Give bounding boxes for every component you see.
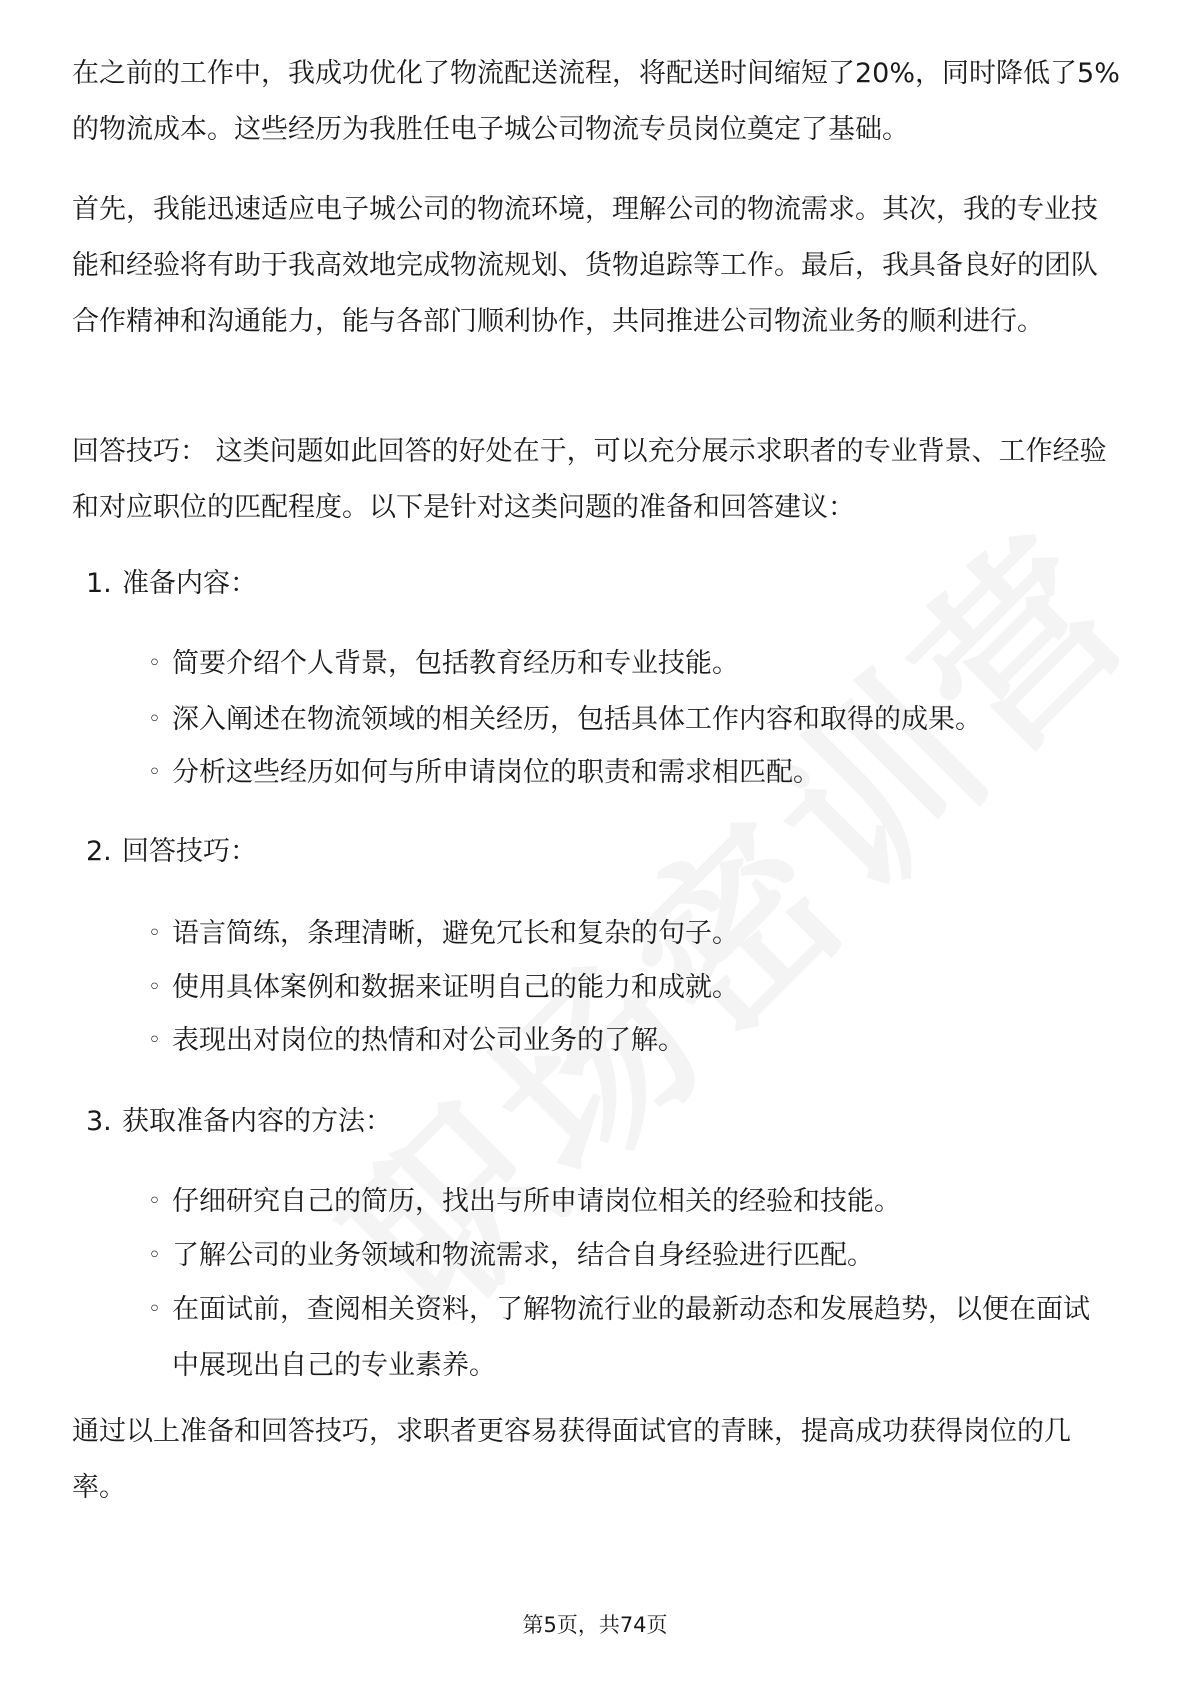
list-item-text: 表现出对岗位的热情和对公司业务的了解。	[172, 1025, 685, 1056]
section-title: 回答技巧：	[122, 836, 257, 867]
list-item-text: 简要介绍个人背景，包括教育经历和专业技能。	[172, 648, 739, 679]
list-item-text: 使用具体案例和数据来证明自己的能力和成就。	[172, 972, 739, 1003]
section-title: 准备内容：	[122, 568, 257, 599]
bullet-icon: ◦	[148, 1028, 161, 1053]
strengths-paragraph: 首先，我能迅速适应电子城公司的物流环境，理解公司的物流需求。其次，我的专业技能和经验将有助于我高效地完成物流规划、货物追踪等工作。最后，我具备良好的团队合作精神和沟通能力，能与各部门顺利协作，共同推进公司物流业务的顺利进行。	[72, 194, 1098, 337]
section-number: 2.	[86, 836, 112, 867]
section-heading-2	[86, 832, 257, 872]
bullet-icon: ◦	[148, 651, 161, 676]
bullet-icon: ◦	[148, 1297, 161, 1322]
list-item-text: 仔细研究自己的简历，找出与所申请岗位相关的经验和技能。	[172, 1186, 901, 1217]
list-item	[148, 745, 1108, 801]
list-item	[148, 1013, 1108, 1069]
list-item-text: 语言简练，条理清晰，避免冗长和复杂的句子。	[172, 918, 739, 949]
list-item	[148, 1282, 1108, 1394]
section-title: 获取准备内容的方法：	[122, 1106, 392, 1137]
bullet-icon: ◦	[148, 1189, 161, 1214]
list-item-text: 分析这些经历如何与所申请岗位的职责和需求相匹配。	[172, 757, 820, 788]
list-item	[148, 960, 1108, 1016]
list-item-text: 了解公司的业务领域和物流需求，结合自身经验进行匹配。	[172, 1240, 874, 1271]
page-number: 第5页，共74页	[522, 1613, 668, 1637]
bullet-icon: ◦	[148, 921, 161, 946]
section-heading-3	[86, 1102, 392, 1142]
intro-paragraph: 在之前的工作中，我成功优化了物流配送流程，将配送时间缩短了20%，同时降低了5%的物流成本。这些经历为我胜任电子城公司物流专员岗位奠定了基础。	[72, 58, 1120, 145]
list-item	[148, 692, 1108, 748]
section-number: 1.	[86, 568, 112, 599]
list-item	[148, 1174, 1108, 1230]
section-heading-1	[86, 564, 257, 604]
bullet-icon: ◦	[148, 975, 161, 1000]
list-item	[148, 1228, 1108, 1284]
answer-tips-paragraph: 回答技巧： 这类问题如此回答的好处在于，可以充分展示求职者的专业背景、工作经验和对应职位的匹配程度。以下是针对这类问题的准备和回答建议：	[72, 436, 1107, 523]
list-item-text: 深入阐述在物流领域的相关经历，包括具体工作内容和取得的成果。	[172, 704, 982, 735]
conclusion-paragraph: 通过以上准备和回答技巧，求职者更容易获得面试官的青睐，提高成功获得岗位的几率。	[72, 1416, 1071, 1503]
bullet-icon: ◦	[148, 707, 161, 732]
list-item	[148, 906, 1108, 962]
section-number: 3.	[86, 1106, 112, 1137]
bullet-icon: ◦	[148, 760, 161, 785]
list-item	[148, 636, 1108, 692]
bullet-icon: ◦	[148, 1243, 161, 1268]
list-item-text: 在面试前，查阅相关资料，了解物流行业的最新动态和发展趋势，以便在面试中展现出自己的专业素养。	[172, 1294, 1090, 1381]
